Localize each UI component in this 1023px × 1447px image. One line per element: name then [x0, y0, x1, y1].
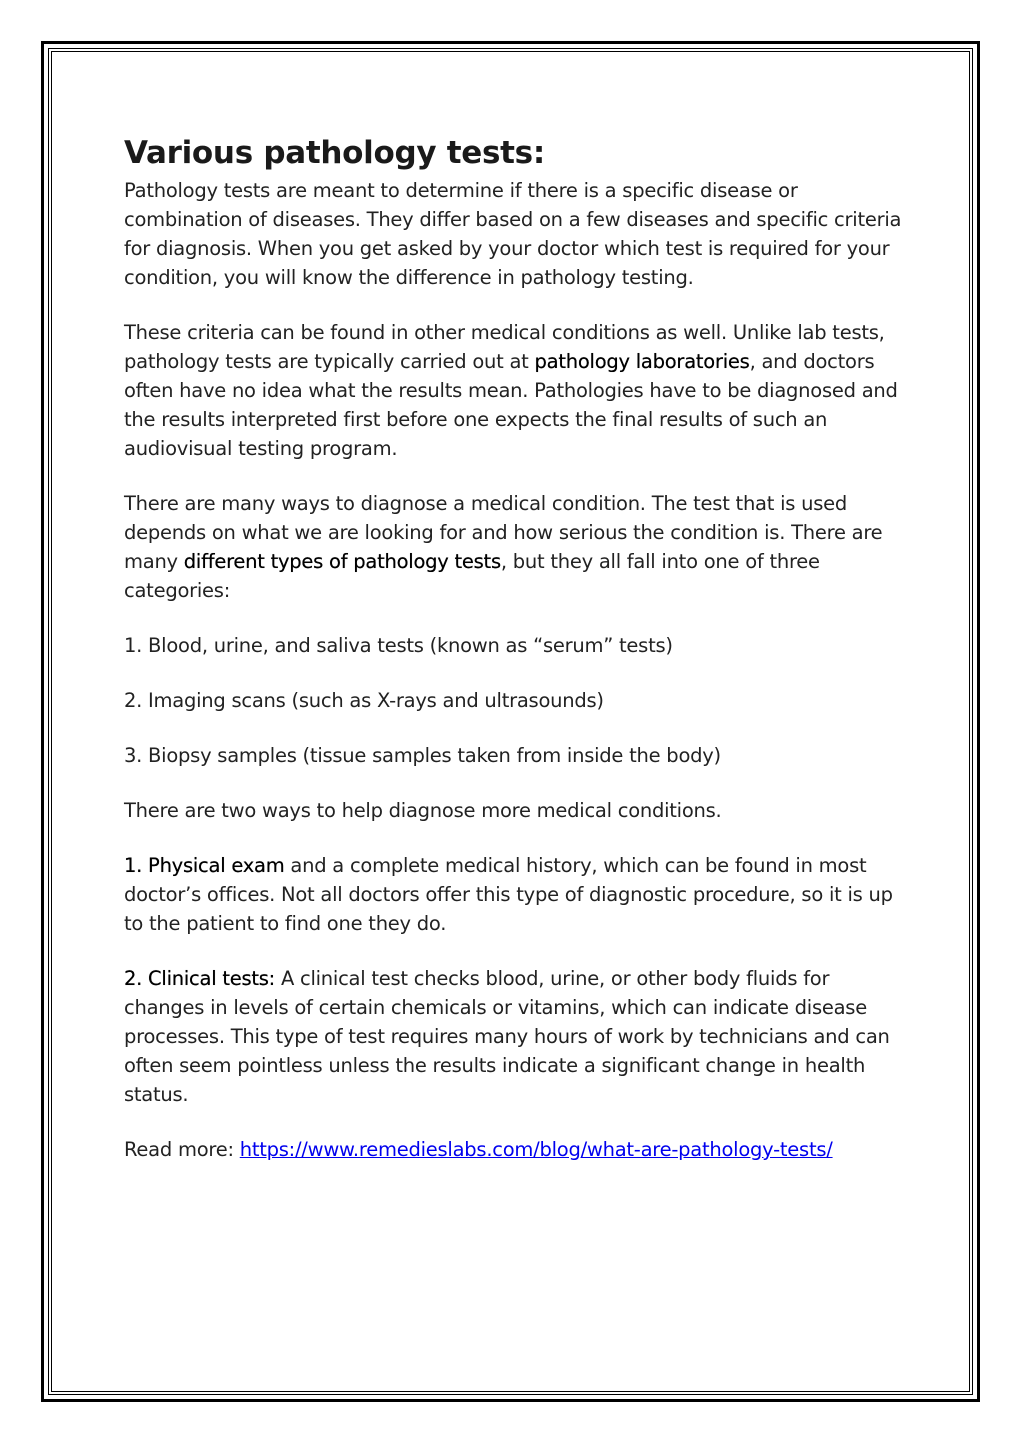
clinical-tests-paragraph: [124, 964, 904, 1109]
page-title: Various pathology tests:: [124, 135, 545, 171]
read-more-paragraph: [124, 1135, 904, 1164]
physical-exam-text: and a complete medical history, which can be found in most doctor’s offices. Not all doctors offer this type of diagnostic procedure, so it is up to the patient to find one they do.: [124, 854, 893, 935]
physical-exam-term: 1. Physical exam: [124, 854, 285, 877]
intro-paragraph: Pathology tests are meant to determine if there is a specific disease or combination of diseases. They differ based on a few diseases and specific criteria for diagnosis. When you get asked by your doctor which test is required for your condition, you will know the difference in pathology testing.: [124, 179, 902, 289]
list-item: 2. Imaging scans (such as X-rays and ultrasounds): [124, 689, 604, 712]
criteria-text-end: , and doctors often have no idea what the results mean. Pathologies have to be diagnosed and the results interpreted first before one expects the final results of such an audiovisual testing program.: [124, 350, 898, 460]
document-body: [124, 128, 904, 1190]
test-types-term: different types of pathology tests: [183, 550, 501, 573]
criteria-paragraph: [124, 318, 904, 463]
pathology-laboratories-term: pathology laboratories: [534, 350, 750, 373]
physical-exam-paragraph: [124, 851, 904, 938]
diagnose-paragraph: [124, 489, 904, 605]
read-more-link[interactable]: https://www.remedieslabs.com/blog/what-are-pathology-tests/: [239, 1138, 833, 1161]
clinical-tests-term: 2. Clinical tests:: [124, 967, 275, 990]
read-more-label: Read more:: [124, 1138, 240, 1161]
criteria-text-start: These criteria can be found in other medical conditions as well. Unlike lab tests, pathology tests are typically carried out at: [124, 321, 885, 373]
diagnose-text-start: There are many ways to diagnose a medical condition. The test that is used depends on what we are looking for and how serious the condition is. There are many: [124, 492, 883, 573]
diagnose-text-end: , but they all fall into one of three categories:: [124, 550, 820, 602]
list-item: 1. Blood, urine, and saliva tests (known as “serum” tests): [124, 634, 673, 657]
list-item: 3. Biopsy samples (tissue samples taken from inside the body): [124, 744, 721, 767]
two-ways-paragraph: There are two ways to help diagnose more medical conditions.: [124, 799, 722, 822]
clinical-tests-text: A clinical test checks blood, urine, or other body fluids for changes in levels of certain chemicals or vitamins, which can indicate disease processes. This type of test requires many hours of work by technicians and can often seem pointless unless the results indicate a significant change in health status.: [124, 967, 890, 1106]
